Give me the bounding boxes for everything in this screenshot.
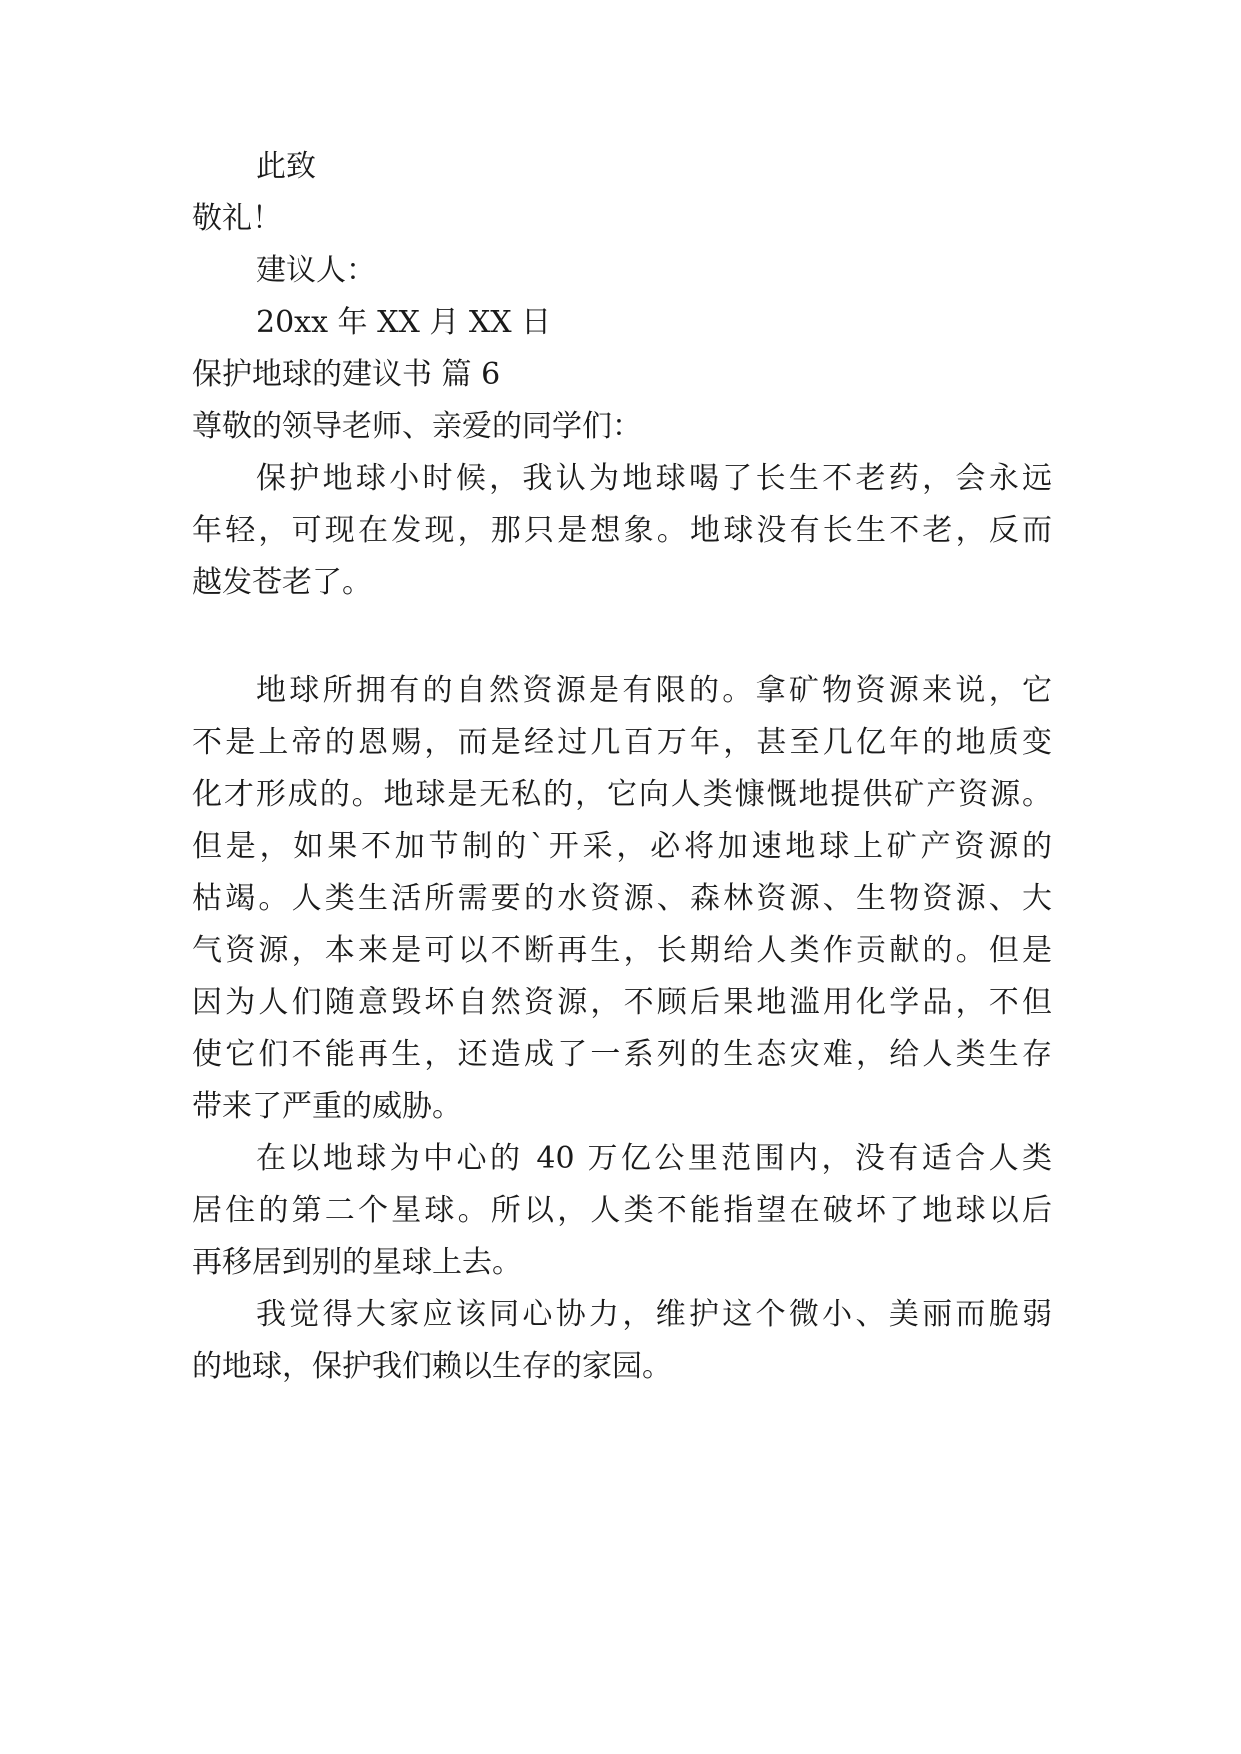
paragraph-line: 居住的第二个星球。所以，人类不能指望在破坏了地球以后 bbox=[192, 1193, 1052, 1228]
paragraph-line: 带来了严重的威胁。 bbox=[192, 1089, 462, 1124]
paragraph-line: 使它们不能再生，还造成了一系列的生态灾难，给人类生存 bbox=[192, 1037, 1052, 1072]
section-title: 保护地球的建议书 篇 6 bbox=[192, 357, 501, 392]
paragraph-line: 气资源，本来是可以不断再生，长期给人类作贡献的。但是 bbox=[192, 933, 1052, 968]
paragraph-line: 的地球，保护我们赖以生存的家园。 bbox=[192, 1349, 672, 1384]
paragraph-line: 不是上帝的恩赐，而是经过几百万年，甚至几亿年的地质变 bbox=[192, 725, 1052, 760]
paragraph-line: 因为人们随意毁坏自然资源，不顾后果地滥用化学品，不但 bbox=[192, 985, 1052, 1020]
greeting: 尊敬的领导老师、亲爱的同学们： bbox=[192, 409, 642, 444]
paragraph-line: 我觉得大家应该同心协力，维护这个微小、美丽而脆弱 bbox=[256, 1297, 1052, 1332]
paragraph-line: 年轻，可现在发现，那只是想象。地球没有长生不老，反而 bbox=[192, 513, 1052, 548]
paragraph-line: 地球所拥有的自然资源是有限的。拿矿物资源来说，它 bbox=[256, 673, 1052, 708]
paragraph-line: 保护地球小时候，我认为地球喝了长生不老药，会永远 bbox=[256, 461, 1052, 496]
signer-label: 建议人： bbox=[256, 253, 376, 288]
paragraph-line: 越发苍老了。 bbox=[192, 565, 372, 600]
paragraph-line: 再移居到别的星球上去。 bbox=[192, 1245, 522, 1280]
closing-regards: 敬礼！ bbox=[192, 201, 282, 236]
letter-date: 20xx 年 XX 月 XX 日 bbox=[256, 305, 552, 340]
paragraph-line: 化才形成的。地球是无私的，它向人类慷慨地提供矿产资源。 bbox=[192, 777, 1052, 812]
paragraph-line: 但是，如果不加节制的`开采，必将加速地球上矿产资源的 bbox=[192, 829, 1052, 864]
paragraph-line: 枯竭。人类生活所需要的水资源、森林资源、生物资源、大 bbox=[192, 881, 1052, 916]
paragraph-line: 在以地球为中心的 40 万亿公里范围内，没有适合人类 bbox=[256, 1141, 1052, 1176]
closing-salutation: 此致 bbox=[256, 149, 316, 184]
